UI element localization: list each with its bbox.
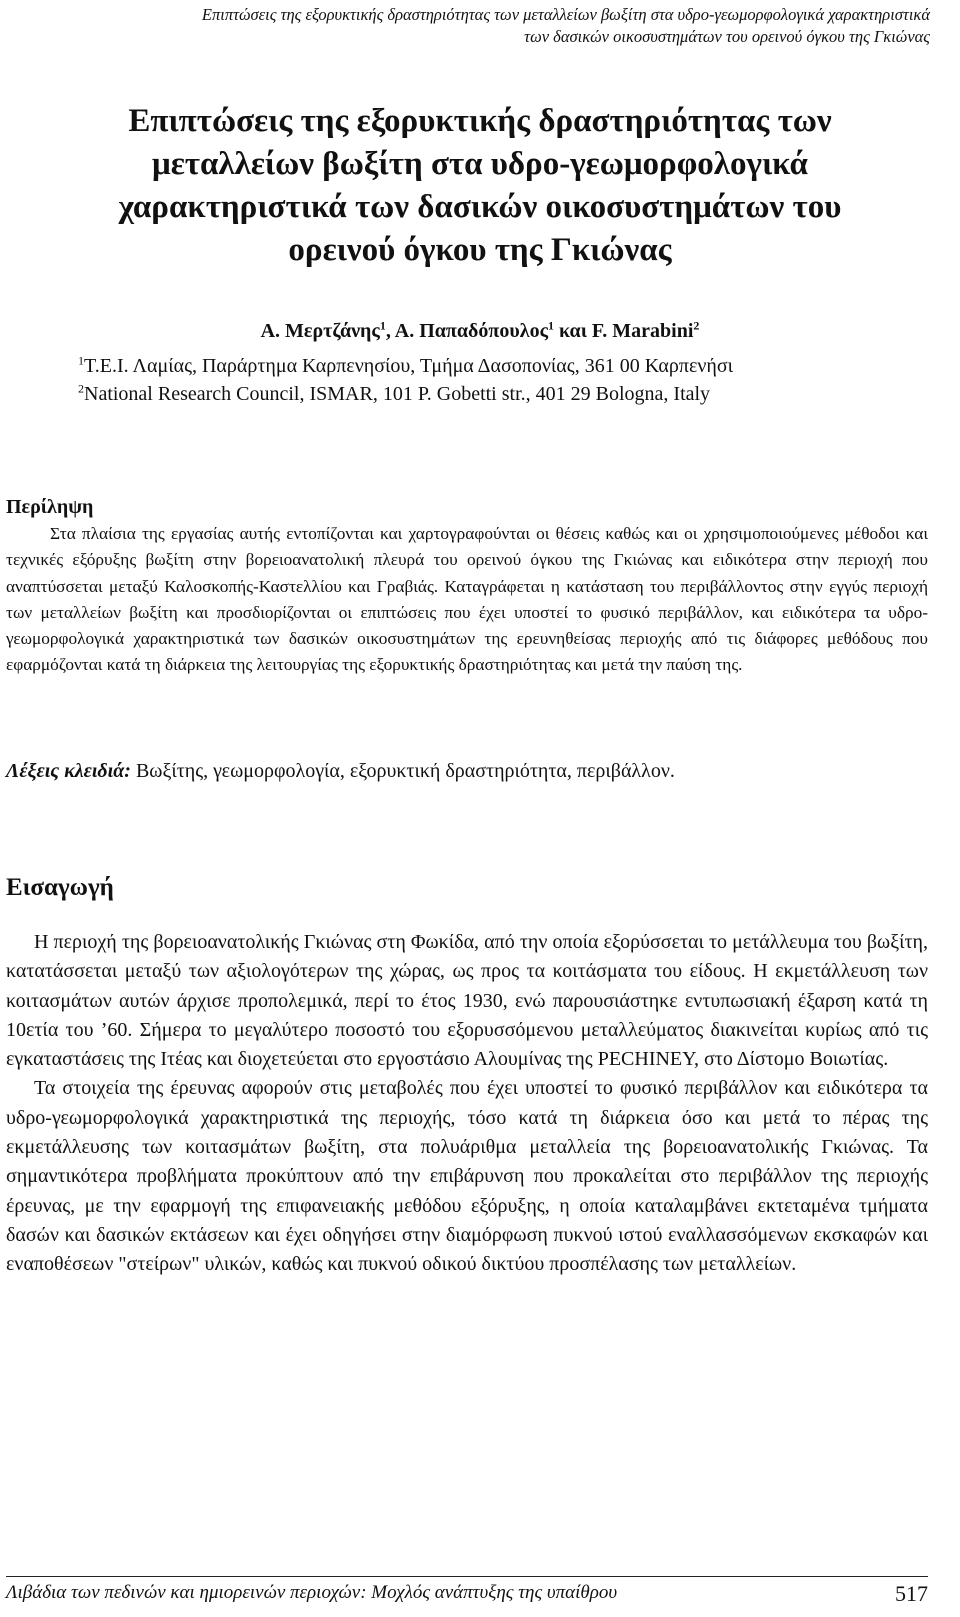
affiliation-text: National Research Council, ISMAR, 101 P. Gobetti str., 401 29 Bologna, Italy <box>84 383 711 405</box>
title-line: ορεινού όγκου της Γκιώνας <box>288 232 672 268</box>
author-affiliation-mark: 2 <box>693 318 700 333</box>
affiliation-text: Τ.Ε.Ι. Λαμίας, Παράρτημα Καρπενησίου, Τμήμα Δασοπονίας, 361 00 Καρπενήσι <box>84 355 734 377</box>
abstract-text: Στα πλαίσια της εργασίας αυτής εντοπίζονται και χαρτογραφούνται οι θέσεις καθώς και οι χρησιμοποιούμενες μέθοδοι και τεχνικές εξόρυξης βωξίτη στην βορειοανατολική πλευρά του ορεινού όγκου της Γκιώνας και ειδικότερα στην περιοχή που αναπτύσσεται μεταξύ Καλοσκοπής-Καστελλίου και Γραβιάς. Καταγράφεται η κατάσταση του περιβάλλοντος στην εγγύς περιοχή των μεταλλείων βωξίτη και προσδιορίζονται οι επιπτώσεις που έχει υποστεί το φυσικό περιβάλλον, και ειδικότερα τα υδρο-γεωμορφολογικά χαρακτηριστικά των δασικών οικοσυστημάτων της ερευνηθείσας περιοχής από τις διάφορες μεθόδους που εφαρμόζονται κατά τη διάρκεια της λειτουργίας της εξορυκτικής δραστηριότητας και μετά την παύση της. <box>6 524 928 675</box>
affiliation-mark: 1 <box>78 353 84 368</box>
abstract-heading: Περίληψη <box>6 496 94 518</box>
author-name: Α. Παπαδόπουλος <box>394 320 549 342</box>
affiliation-1 <box>78 353 733 379</box>
body-paragraph: Η περιοχή της βορειοανατολικής Γκιώνας στη Φωκίδα, από την οποία εξορύσσεται το μετάλλευμα του βωξίτη, κατατάσσεται μεταξύ των αξιολογότερων της χώρας, ως προς τα κοιτάσματα του είδους. Η εκμετάλλευση των κοιτασμάτων αυτών άρχισε προπολεμικά, περί το έτος 1930, ενώ παρουσιάστηκε εντυπωσιακή έξαρση κατά τη 10ετία του ’60. Σήμερα το μεγαλύτερο ποσοστό του εξορυσσόμενου μεταλλεύματος διακινείται κυρίως από τις εγκαταστάσεις της Ιτέας και διοχετεύεται στο εργοστάσιο Αλουμίνας της PECHINEY, στο Δίστομο Βοιωτίας. <box>6 931 928 1071</box>
author-name: Α. Μερτζάνης <box>260 320 380 342</box>
title-line: μεταλλείων βωξίτη στα υδρο-γεωμορφολογικά <box>152 146 808 182</box>
running-header <box>10 4 930 48</box>
paper-title <box>30 100 930 272</box>
keywords <box>6 757 928 785</box>
author-separator: , <box>385 320 395 342</box>
section-heading-introduction: Εισαγωγή <box>6 874 114 901</box>
introduction-body <box>6 928 928 1280</box>
page-number: 517 <box>895 1581 928 1606</box>
keywords-label: Λέξεις κλειδιά: <box>6 760 131 782</box>
running-header-line-2: των δασικών οικοσυστημάτων του ορεινού όγκου της Γκιώνας <box>524 27 930 46</box>
author-name: F. Marabini <box>591 320 694 342</box>
footer-text: Λιβάδια των πεδινών και ημιορεινών περιοχών: Μοχλός ανάπτυξης της υπαίθρου <box>6 1582 618 1603</box>
author-affiliation-mark: 1 <box>379 318 386 333</box>
author-separator: και <box>554 320 592 342</box>
body-paragraph: Τα στοιχεία της έρευνας αφορούν στις μεταβολές που έχει υποστεί το φυσικό περιβάλλον και ειδικότερα τα υδρο-γεωμορφολογικά χαρακτηριστικά της περιοχής, τόσο κατά τη διάρκεια όσο και μετά το πέρας της εκμετάλλευσης των κοιτασμάτων βωξίτη, στα πολυάριθμα μεταλλεία της βορειοανατολικής Γκιώνας. Τα σημαντικότερα προβλήματα προκύπτουν από την επιβάρυνση που προκαλείται στο περιβάλλον της περιοχής έρευνας, με την εφαρμογή της επιφανειακής μεθόδου εξόρυξης, η οποία καταλαμβάνει εκτεταμένα τμήματα δασών και δασικών εκτάσεων και έχει οδηγήσει στην διαμόρφωση πυκνού ιστού εναλλασσόμενων εκσκαφών και εναποθέσεων "στείρων" υλικών, καθώς και πυκνού οδικού δικτύου προσπέλασης των μεταλλείων. <box>6 1077 928 1276</box>
affiliation-mark: 2 <box>78 381 84 396</box>
affiliation-2 <box>78 381 710 407</box>
title-line: Επιπτώσεις της εξορυκτικής δραστηριότητας των <box>128 103 832 139</box>
author-list <box>0 318 960 344</box>
running-header-line-1: Επιπτώσεις της εξορυκτικής δραστηριότητας των μεταλλείων βωξίτη στα υδρο-γεωμορφολογικά χαρακτηριστικά <box>201 5 930 24</box>
footer-divider <box>6 1576 928 1577</box>
title-line: χαρακτηριστικά των δασικών οικοσυστημάτων του <box>118 189 842 225</box>
author-affiliation-mark: 1 <box>548 318 555 333</box>
keywords-text: Βωξίτης, γεωμορφολογία, εξορυκτική δραστηριότητα, περιβάλλον. <box>130 760 675 782</box>
